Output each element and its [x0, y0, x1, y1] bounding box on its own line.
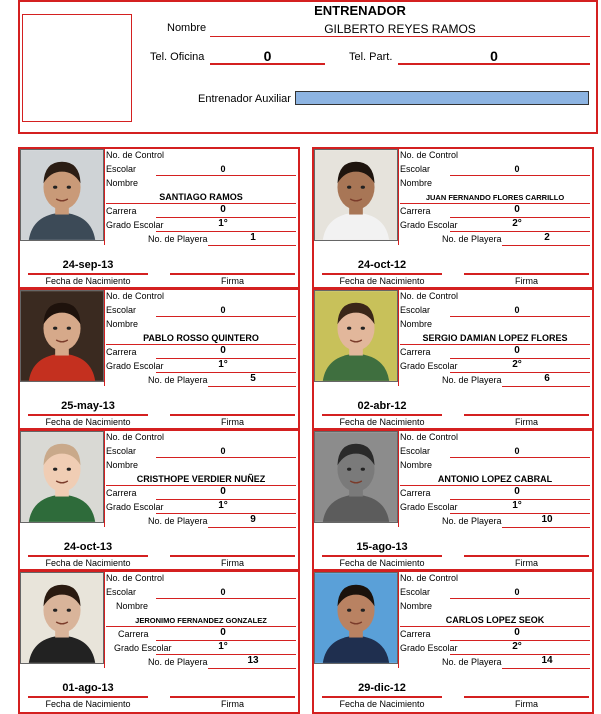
escolar-label: Escolar: [106, 164, 137, 174]
signature-line: [170, 414, 295, 416]
signature-line: [170, 273, 295, 275]
escolar-line: [156, 457, 296, 458]
signature-line: [464, 696, 589, 698]
fecha-label: Fecha de Nacimiento: [339, 558, 425, 568]
player-photo: [20, 149, 104, 241]
carrera-value: 0: [514, 204, 520, 215]
playera-line: [208, 386, 296, 387]
escolar-value: 0: [220, 446, 226, 456]
player-name: JUAN FERNANDO FLORES CARRILLO: [425, 193, 565, 202]
carrera-label: Carrera: [106, 488, 137, 498]
escolar-line: [156, 598, 296, 599]
photo-divider: [104, 149, 105, 245]
date-line: [28, 414, 148, 416]
trainer-photo-frame: [22, 14, 132, 122]
carrera-value: 0: [220, 345, 226, 356]
escolar-label: Escolar: [400, 164, 431, 174]
player-photo: [20, 431, 104, 523]
no-control-label: No. de Control: [106, 291, 165, 301]
no-control-label: No. de Control: [400, 291, 459, 301]
no-control-label: No. de Control: [400, 573, 459, 583]
date-line: [322, 273, 442, 275]
playera-value: 6: [544, 373, 550, 384]
signature-line: [170, 696, 295, 698]
grado-label: Grado Escolar: [400, 220, 458, 230]
player-photo: [314, 431, 398, 523]
grado-value: 2°: [512, 641, 522, 652]
playera-line: [502, 527, 590, 528]
escolar-label: Escolar: [400, 446, 431, 456]
carrera-value: 0: [220, 627, 226, 638]
no-control-label: No. de Control: [400, 150, 459, 160]
nombre-label: Nombre: [106, 460, 139, 470]
carrera-label: Carrera: [400, 629, 431, 639]
escolar-value: 0: [514, 305, 520, 315]
nombre-label: Nombre: [400, 319, 433, 329]
escolar-line: [156, 175, 296, 176]
escolar-label: Escolar: [106, 305, 137, 315]
escolar-label: Escolar: [400, 305, 431, 315]
player-name: SANTIAGO RAMOS: [159, 192, 243, 202]
player-photo: [314, 572, 398, 664]
date-line: [28, 273, 148, 275]
grado-value: 2°: [512, 359, 522, 370]
player-photo: [20, 290, 104, 382]
signature-line: [170, 555, 295, 557]
grado-label: Grado Escolar: [400, 361, 458, 371]
nombre-label: Nombre: [106, 178, 139, 188]
birth-date: 02-abr-12: [357, 400, 407, 412]
carrera-label: Carrera: [400, 347, 431, 357]
photo-divider: [398, 290, 399, 386]
player-name: JERONIMO FERNANDEZ GONZALEZ: [135, 616, 267, 625]
playera-line: [208, 527, 296, 528]
playera-line: [502, 386, 590, 387]
birth-date: 25-may-13: [61, 400, 115, 412]
no-control-label: No. de Control: [400, 432, 459, 442]
escolar-line: [156, 316, 296, 317]
playera-value: 14: [541, 655, 553, 666]
escolar-label: Escolar: [106, 446, 137, 456]
auxiliar-label: Entrenador Auxiliar: [198, 93, 291, 105]
playera-label: No. de Playera: [148, 234, 208, 244]
tel-oficina-label: Tel. Oficina: [150, 51, 205, 63]
escolar-line: [450, 316, 590, 317]
carrera-value: 0: [220, 204, 226, 215]
signature-line: [464, 555, 589, 557]
firma-label: Firma: [515, 417, 538, 427]
fecha-label: Fecha de Nacimiento: [339, 276, 425, 286]
player-name: CRISTHOPE VERDIER NUÑEZ: [136, 474, 266, 484]
firma-label: Firma: [515, 276, 538, 286]
escolar-value: 0: [514, 164, 520, 174]
playera-label: No. de Playera: [442, 234, 502, 244]
player-photo: [314, 149, 398, 241]
grado-label: Grado Escolar: [106, 502, 164, 512]
carrera-label: Carrera: [400, 488, 431, 498]
player-name: CARLOS LOPEZ SEOK: [445, 615, 545, 625]
carrera-label: Carrera: [106, 347, 137, 357]
player-photo: [20, 572, 104, 664]
playera-value: 1: [250, 232, 256, 243]
no-control-label: No. de Control: [106, 150, 165, 160]
grado-label: Grado Escolar: [106, 361, 164, 371]
photo-divider: [104, 290, 105, 386]
playera-line: [502, 245, 590, 246]
firma-label: Firma: [515, 699, 538, 709]
carrera-label: Carrera: [400, 206, 431, 216]
signature-line: [464, 273, 589, 275]
playera-label: No. de Playera: [148, 657, 208, 667]
grado-label: Grado Escolar: [400, 502, 458, 512]
birth-date: 24-sep-13: [62, 259, 114, 271]
firma-label: Firma: [221, 558, 244, 568]
carrera-value: 0: [514, 345, 520, 356]
firma-label: Firma: [515, 558, 538, 568]
date-line: [28, 696, 148, 698]
nombre-label: Nombre: [400, 601, 433, 611]
date-line: [322, 696, 442, 698]
playera-label: No. de Playera: [442, 375, 502, 385]
tel-oficina-value: 0: [263, 48, 272, 64]
escolar-line: [450, 457, 590, 458]
grado-value: 1°: [218, 218, 228, 229]
escolar-value: 0: [514, 446, 520, 456]
date-line: [322, 414, 442, 416]
trainer-name-value: GILBERTO REYES RAMOS: [324, 22, 476, 36]
fecha-label: Fecha de Nacimiento: [339, 699, 425, 709]
escolar-value: 0: [220, 305, 226, 315]
birth-date: 24-oct-12: [357, 259, 407, 271]
grado-label: Grado Escolar: [106, 220, 164, 230]
playera-value: 5: [250, 373, 256, 384]
carrera-value: 0: [514, 627, 520, 638]
player-name: ANTONIO LOPEZ CABRAL: [437, 474, 553, 484]
date-line: [28, 555, 148, 557]
carrera-value: 0: [220, 486, 226, 497]
birth-date: 24-oct-13: [63, 541, 113, 553]
photo-divider: [398, 149, 399, 245]
escolar-value: 0: [220, 587, 226, 597]
fecha-label: Fecha de Nacimiento: [45, 276, 131, 286]
playera-label: No. de Playera: [148, 375, 208, 385]
grado-value: 2°: [512, 218, 522, 229]
escolar-value: 0: [220, 164, 226, 174]
photo-divider: [398, 572, 399, 668]
no-control-label: No. de Control: [106, 573, 165, 583]
escolar-value: 0: [514, 587, 520, 597]
carrera-label: Carrera: [118, 629, 149, 639]
carrera-value: 0: [514, 486, 520, 497]
date-line: [322, 555, 442, 557]
player-name: SERGIO DAMIAN LOPEZ FLORES: [422, 333, 568, 343]
grado-value: 1°: [218, 641, 228, 652]
photo-divider: [104, 431, 105, 527]
escolar-label: Escolar: [106, 587, 137, 597]
trainer-name-line: [210, 36, 590, 37]
playera-value: 2: [544, 232, 550, 243]
playera-value: 13: [247, 655, 259, 666]
tel-part-value: 0: [490, 48, 498, 64]
escolar-line: [450, 175, 590, 176]
photo-divider: [398, 431, 399, 527]
carrera-label: Carrera: [106, 206, 137, 216]
nombre-label: Nombre: [116, 601, 149, 611]
signature-line: [464, 414, 589, 416]
playera-line: [208, 668, 296, 669]
no-control-label: No. de Control: [106, 432, 165, 442]
playera-value: 10: [541, 514, 553, 525]
grado-value: 1°: [512, 500, 522, 511]
playera-line: [502, 668, 590, 669]
auxiliar-field[interactable]: [295, 91, 589, 105]
escolar-line: [450, 598, 590, 599]
firma-label: Firma: [221, 417, 244, 427]
grado-value: 1°: [218, 500, 228, 511]
fecha-label: Fecha de Nacimiento: [45, 417, 131, 427]
photo-divider: [104, 572, 105, 668]
firma-label: Firma: [221, 699, 244, 709]
fecha-label: Fecha de Nacimiento: [45, 558, 131, 568]
grado-value: 1°: [218, 359, 228, 370]
fecha-label: Fecha de Nacimiento: [339, 417, 425, 427]
playera-label: No. de Playera: [442, 657, 502, 667]
grado-label: Grado Escolar: [114, 643, 172, 653]
grado-label: Grado Escolar: [400, 643, 458, 653]
header-title: ENTRENADOR: [314, 3, 406, 18]
nombre-label: Nombre: [400, 460, 433, 470]
birth-date: 29-dic-12: [358, 682, 406, 694]
firma-label: Firma: [221, 276, 244, 286]
nombre-label: Nombre: [400, 178, 433, 188]
playera-label: No. de Playera: [442, 516, 502, 526]
tel-part-line: [398, 63, 590, 65]
player-name: PABLO ROSSO QUINTERO: [143, 333, 259, 343]
player-photo: [314, 290, 398, 382]
fecha-label: Fecha de Nacimiento: [45, 699, 131, 709]
playera-label: No. de Playera: [148, 516, 208, 526]
playera-value: 9: [250, 514, 256, 525]
birth-date: 15-ago-13: [356, 541, 408, 553]
escolar-label: Escolar: [400, 587, 431, 597]
tel-part-label: Tel. Part.: [349, 51, 393, 63]
nombre-label: Nombre: [106, 319, 139, 329]
trainer-name-label: Nombre: [167, 22, 207, 34]
tel-oficina-line: [210, 63, 325, 65]
playera-line: [208, 245, 296, 246]
birth-date: 01-ago-13: [62, 682, 114, 694]
